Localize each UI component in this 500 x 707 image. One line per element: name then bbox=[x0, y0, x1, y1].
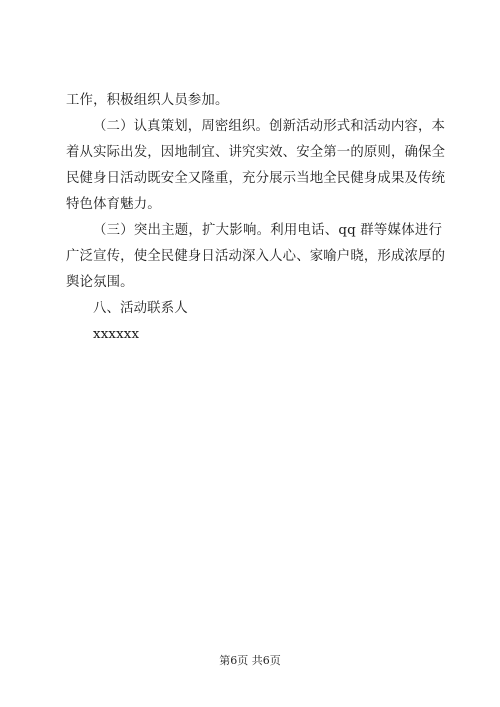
paragraph-line: 工作，积极组织人员参加。 bbox=[66, 93, 229, 108]
contact-person: xxxxxx bbox=[93, 327, 140, 342]
section-heading: 八、活动联系人 bbox=[93, 301, 188, 316]
paragraph-line: 舆论氛围。 bbox=[66, 275, 134, 290]
paragraph-line: 特色体育魅力。 bbox=[66, 197, 161, 212]
paragraph-line: 着从实际出发，因地制宜、讲究实效、安全第一的原则，确保全 bbox=[66, 145, 446, 160]
paragraph-line: （二）认真策划，周密组织。创新活动形式和活动内容，本 bbox=[93, 119, 446, 134]
paragraph-line: 广泛宣传，使全民健身日活动深入人心、家喻户晓，形成浓厚的 bbox=[66, 249, 446, 264]
paragraph-line: （三）突出主题，扩大影响。利用电话、qq 群等媒体进行 bbox=[93, 223, 442, 238]
page-number-footer: 第6页 共6页 bbox=[219, 654, 281, 667]
document-body bbox=[66, 88, 446, 348]
paragraph-line: 民健身日活动既安全又隆重，充分展示当地全民健身成果及传统 bbox=[66, 171, 446, 186]
